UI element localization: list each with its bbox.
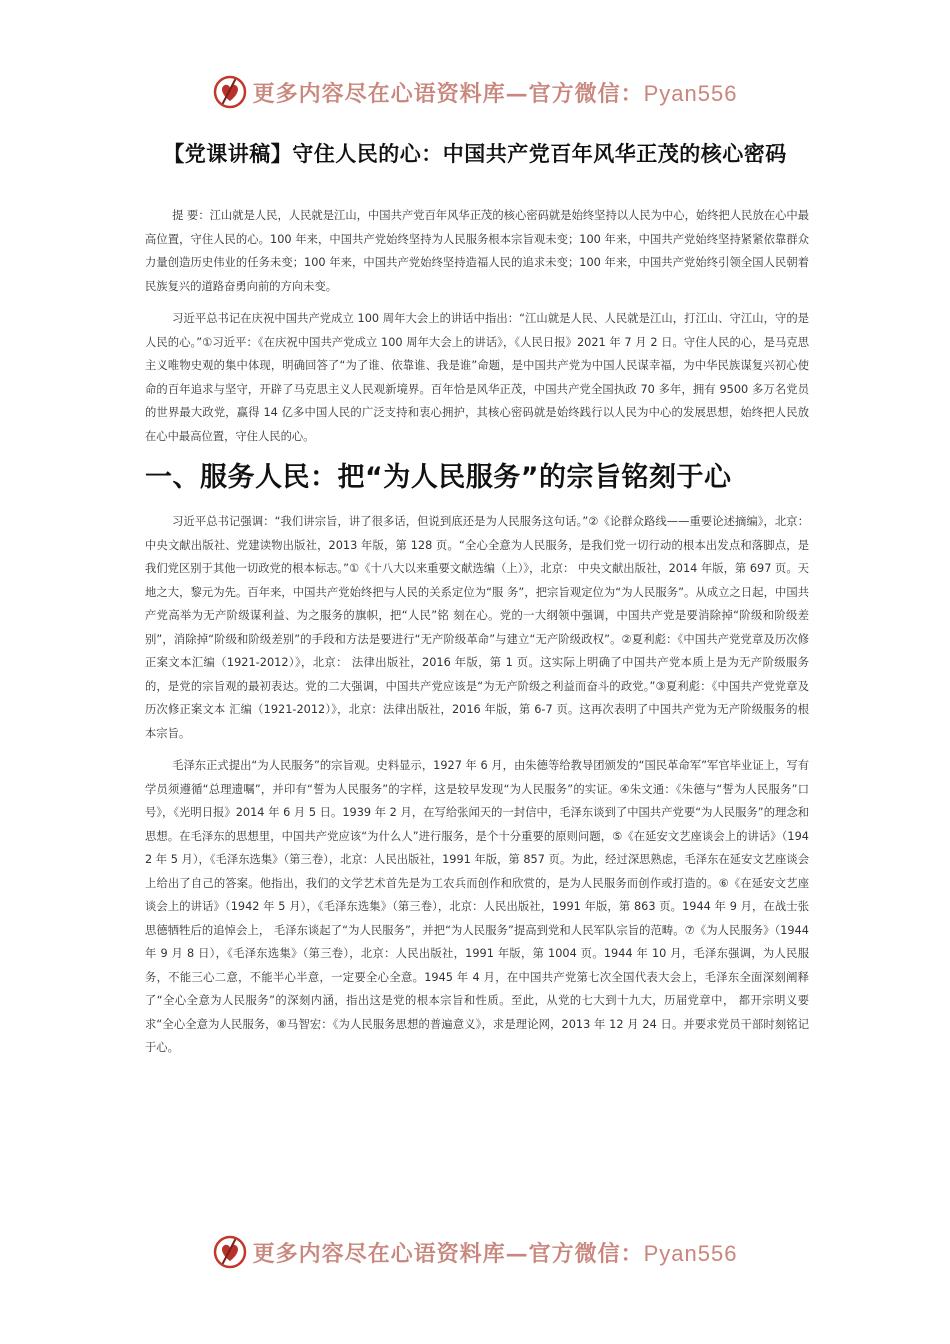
- banner-wechat-id: Pyan556: [643, 1240, 738, 1266]
- heart-pen-logo-icon: [213, 1235, 247, 1269]
- footer-banner: [0, 1230, 950, 1274]
- document-title: 【党课讲稿】守住人民的心：中国共产党百年风华正茂的核心密码: [163, 142, 787, 166]
- banner-wechat-id: Pyan556: [643, 80, 738, 106]
- banner-slogan: 更多内容尽在心语资料库—官方微信：: [252, 80, 644, 107]
- banner-slogan: 更多内容尽在心语资料库—官方微信：: [252, 1240, 644, 1267]
- abstract-paragraph: 提 要：江山就是人民，人民就是江山，中国共产党百年风华正茂的核心密码就是始终坚持以人民为中心，始终把人民放在心中最高位置，守住人民的心。100 年来，中国共产党始终坚持为人民服务根本宗旨观未变；100 年来，中国共产党始终坚持紧紧依靠群众力量创造历史伟业的任务未变；100 年来，中国共产党始终坚持造福人民的追求未变；100 年来，中国共产党始终引领全国人民朝着民族复兴的道路奋勇向前的方向未变。: [145, 209, 809, 293]
- banner-text: [253, 77, 738, 108]
- body-paragraph: 毛泽东正式提出“为人民服务”的宗旨观。史料显示，1927 年 6 月，由朱德等给教导团颁发的“国民革命军”军官毕业证上，写有学员须遵循“总理遗嘱”，并印有“誓为人民服务”的字样，这是较早发现“为人民服务”的实证。④朱文通：《朱德与“誓为人民服务”口号》，《光明日报》2014 年 6 月 5 日。1939 年 2 月，在写给张闻天的一封信中，毛泽东谈到了中国共产党要“为人民服务”的理念和思想。在毛泽东的思想里，中国共产党应该“为什么人”进行服务，是个十分重要的原则问题，⑤《在延安文艺座谈会上的讲话》（1942 年 5 月），《毛泽东选集》（第三卷），北京：人民出版社，1991 年版，第 857 页。为此，经过深思熟虑，毛泽东在延安文艺座谈会上给出了自己的答案。他指出，我们的文学艺术首先是为工农兵而创作和欣赏的，是为人民服务而创作或打造的。⑥《在延安文艺座谈会上的讲话》（1942 年 5 月），《毛泽东选集》（第三卷），北京：人民出版社，1991 年版，第 863 页。1944 年 9 月，在战士张思德牺牲后的追悼会上， 毛泽东谈起了“为人民服务”，并把“为人民服务”提高到党和人民军队宗旨的范畴。⑦《为人民服务》（1944 年 9 月 8 日），《毛泽东选集》（第三卷），北京：人民出版社，1991 年版，第 1004 页。1944 年 10 月，毛泽东强调，为人民服务，不能三心二意，不能半心半意，一定要全心全意。1945 年 4 月，在中国共产党第七次全国代表大会上，毛泽东全面深刻阐释了“全心全意为人民服务”的深刻内涵，指出这是党的根本宗旨和性质。至此，从党的七大到十九大，历届党章中， 都开宗明义要求“全心全意为人民服务，⑧马智宏：《为人民服务思想的普遍意义》，求是理论网，2013 年 12 月 24 日。并要求党员干部时刻铭记于心。: [145, 759, 809, 1054]
- section-heading: 一、服务人民：把“为人民服务”的宗旨铭刻于心: [145, 462, 732, 493]
- heart-pen-logo-icon: [213, 75, 247, 109]
- banner-text: [253, 1237, 738, 1268]
- header-banner: [0, 70, 950, 114]
- intro-paragraph: 习近平总书记在庆祝中国共产党成立 100 周年大会上的讲话中指出：“江山就是人民、人民就是江山，打江山、守江山，守的是人民的心。”①习近平：《在庆祝中国共产党成立 100 周年大会上的讲话》，《人民日报》2021 年 7 月 2 日。守住人民的心，是马克思主义唯物史观的集中体现，明确回答了“为了谁、依靠谁、我是谁”命题，是中国共产党为中国人民谋幸福，为中华民族谋复兴初心使命的百年追求与坚守，开辟了马克思主义人民观新境界。百年恰是风华正茂，中国共产党全国执政 70 多年，拥有 9500 多万名党员的世界最大政党，赢得 14 亿多中国人民的广泛支持和衷心拥护，其核心密码就是始终践行以人民为中心的发展思想，始终把人民放在心中最高位置，守住人民的心。: [145, 312, 809, 443]
- document-body: [145, 204, 809, 1069]
- body-paragraph: 习近平总书记强调：“我们讲宗旨，讲了很多话，但说到底还是为人民服务这句话。”②《论群众路线——重要论述摘编》，北京：中央文献出版社、党建读物出版社，2013 年版，第 128 页。“全心全意为人民服务，是我们党一切行动的根本出发点和落脚点，是我们党区别于其他一切政党的根本标志。”①《十八大以来重要文献选编（上）》，北京： 中央文献出版社，2014 年版，第 697 页。天地之大，黎元为先。百年来，中国共产党始终把与人民的关系定位为“服 务”，把宗旨观定位为“为人民服务”。从成立之日起，中国共产党高举为无产阶级谋利益、为之服务的旗帜，把“人民”铭 刻在心。党的一大纲领中强调，中国共产党是要消除掉“阶级和阶级差别”，消除掉“阶级和阶级差别”的手段和方法是要进行“无产阶级革命”与建立“无产阶级政权”。②夏利彪：《中国共产党党章及历次修正案文本汇编（1921-2012）》，北京： 法律出版社，2016 年版，第 1 页。这实际上明确了中国共产党本质上是为无产阶级服务的，是党的宗旨观的最初表达。党的二大强调，中国共产党应该是“为无产阶级之利益而奋斗的政党。”③夏利彪：《中国共产党党章及历次修正案文本 汇编（1921-2012）》，北京：法律出版社，2016 年版，第 6-7 页。这再次表明了中国共产党为无产阶级服务的根本宗旨。: [145, 515, 809, 740]
